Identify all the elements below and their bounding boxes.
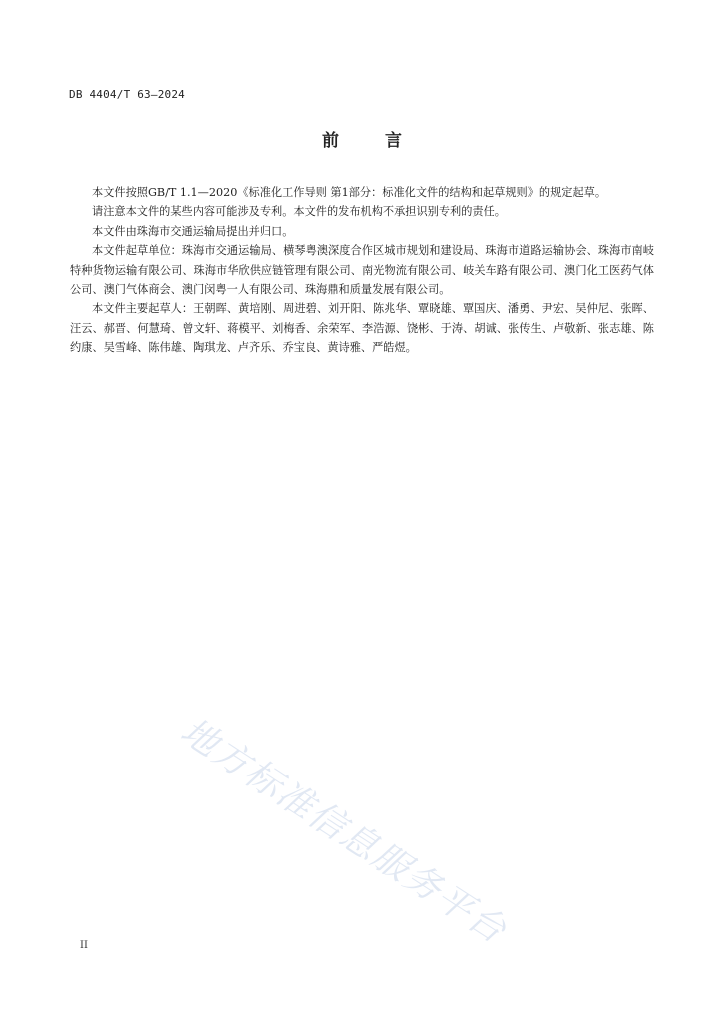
page-title [0, 126, 724, 151]
title-char-2: 言 [385, 131, 402, 151]
document-id: DB 4404/T 63—2024 [69, 88, 185, 101]
paragraph-proposer: 本文件由珠海市交通运输局提出并归口。 [92, 224, 294, 238]
paragraph-drafters: 本文件主要起草人：王朝晖、黄培刚、周进碧、刘开阳、陈兆华、覃晓雄、覃国庆、潘勇、尹宏、吴仲尼、张晖、汪云、郝晋、何慧琦、曾文轩、蒋模平、刘梅香、余荣军、李浩源、饶彬、于涛、胡诚、张传生、卢敬新、张志雄、陈约康、吴雪峰、陈伟雄、陶琪龙、卢齐乐、乔宝良、黄诗雅、严皓煜。 [70, 302, 654, 355]
watermark: 地方标准信息服务平台 [173, 710, 515, 953]
paragraph-drafting-units: 本文件起草单位：珠海市交通运输局、横琴粤澳深度合作区城市规划和建设局、珠海市道路运输协会、珠海市南岐特种货物运输有限公司、珠海市华欣供应链管理有限公司、南光物流有限公司、岐关车路有限公司、澳门化工医药气体公司、澳门气体商会、澳门闵粤一人有限公司、珠海鼎和质量发展有限公司。 [70, 244, 654, 297]
preface-body [70, 183, 654, 358]
paragraph-drafting-rules: 本文件按照GB/T 1.1—2020《标准化工作导则 第1部分：标准化文件的结构和起草规则》的规定起草。 [92, 186, 607, 199]
title-char-1: 前 [322, 131, 339, 151]
page-number: II [80, 940, 88, 951]
paragraph-patent-notice: 请注意本文件的某些内容可能涉及专利。本文件的发布机构不承担识别专利的责任。 [92, 205, 506, 219]
